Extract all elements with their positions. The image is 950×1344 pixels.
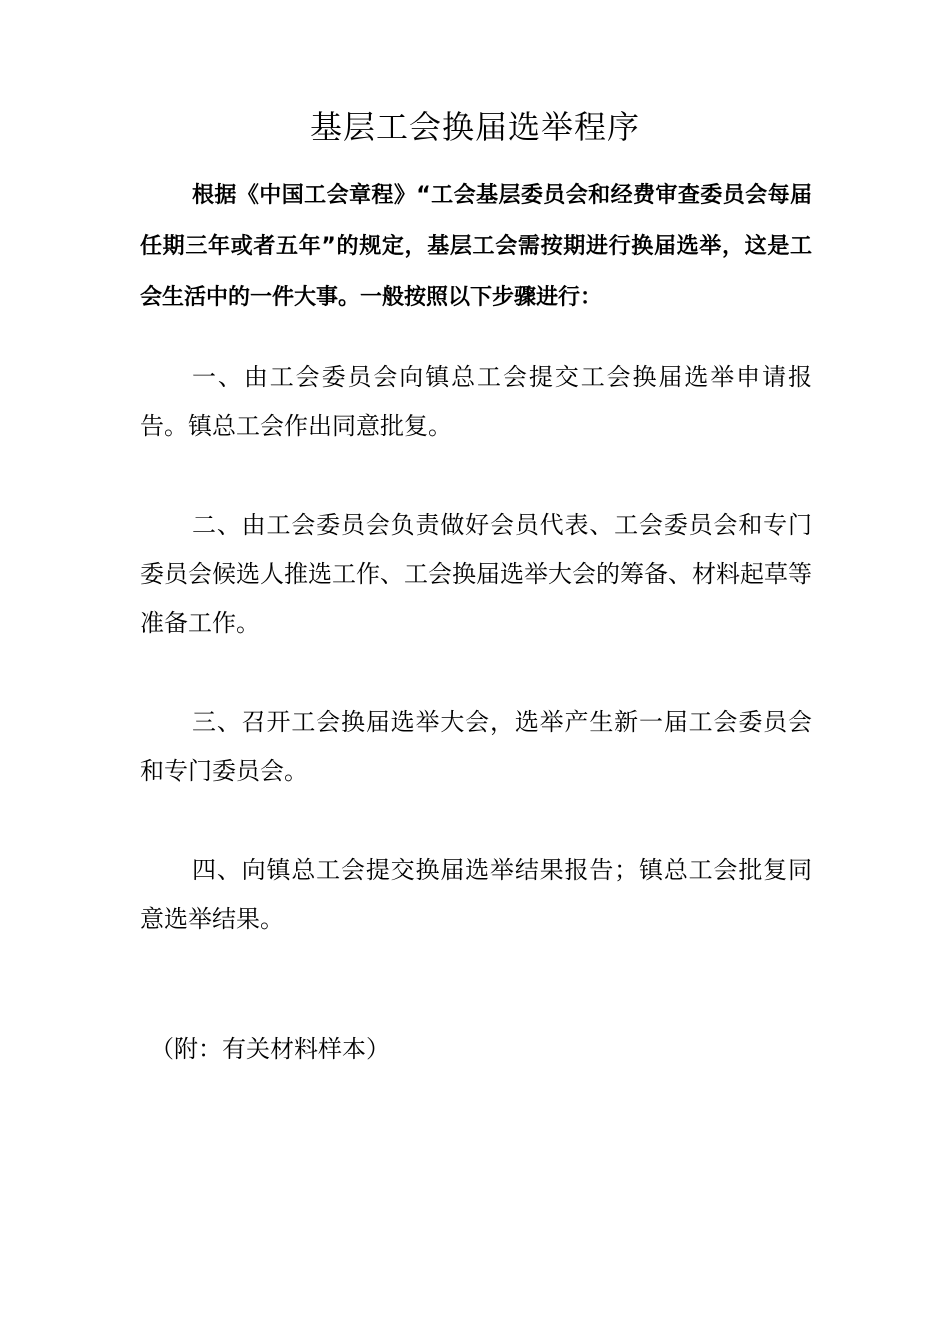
intro-paragraph: 根据《中国工会章程》“工会基层委员会和经费审查委员会每届任期三年或者五年”的规定，基层工会需按期进行换届选举，这是工会生活中的一件大事。一般按照以下步骤进行： [140,183,812,310]
appendix-note: （附：有关材料样本） [150,1035,390,1063]
step-1-paragraph: 一、由工会委员会向镇总工会提交工会换届选举申请报告。镇总工会作出同意批复。 [140,363,812,440]
step-4-paragraph: 四、向镇总工会提交换届选举结果报告；镇总工会批复同意选举结果。 [140,856,812,933]
document-title: 基层工会换届选举程序 [309,108,640,146]
step-2-paragraph: 二、由工会委员会负责做好会员代表、工会委员会和专门委员会候选人推选工作、工会换届选举大会的筹备、材料起草等准备工作。 [140,511,812,637]
step-3-paragraph: 三、召开工会换届选举大会，选举产生新一届工会委员会和专门委员会。 [140,708,812,785]
